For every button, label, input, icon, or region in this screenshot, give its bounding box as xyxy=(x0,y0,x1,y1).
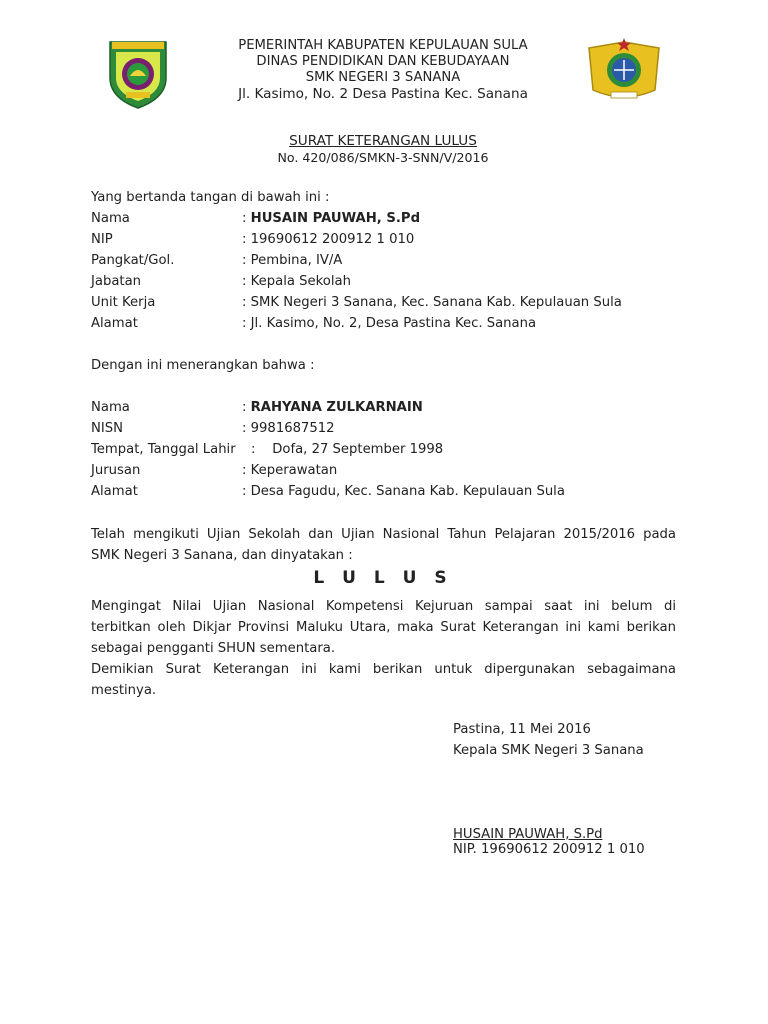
signature-position: Kepala SMK Negeri 3 Sanana xyxy=(453,743,644,758)
signature-place-date: Pastina, 11 Mei 2016 xyxy=(453,722,591,737)
student-major-value: Keperawatan xyxy=(250,463,338,478)
note-paragraph-line-3: sebagai pengganti SHUN sementara. xyxy=(91,641,336,656)
signer-nip-value: 19690612 200912 1 010 xyxy=(250,232,415,247)
student-nisn-value: 9981687512 xyxy=(250,421,335,436)
separator: : xyxy=(242,316,247,331)
separator: : xyxy=(242,211,247,226)
signer-rank-label: Pangkat/Gol. xyxy=(91,253,175,268)
closing-paragraph-line-2: mestinya. xyxy=(91,683,157,698)
header-line-4: Jl. Kasimo, No. 2 Desa Pastina Kec. Sanana xyxy=(238,86,528,102)
student-nisn-row xyxy=(242,421,335,436)
signer-rank-value: Pembina, IV/A xyxy=(250,253,343,268)
exam-paragraph xyxy=(91,524,676,566)
signer-unit-label: Unit Kerja xyxy=(91,295,156,310)
student-major-row xyxy=(242,463,337,478)
student-birth-value: Dofa, 27 September 1998 xyxy=(272,442,444,457)
exam-paragraph-line-1: Telah mengikuti Ujian Sekolah dan Ujian Nasional Tahun Pelajaran 2015/2016 pada xyxy=(91,527,676,542)
student-address-row xyxy=(242,484,565,499)
statement-text: Dengan ini menerangkan bahwa : xyxy=(91,358,315,373)
header-line-1: PEMERINTAH KABUPATEN KEPULAUAN SULA xyxy=(238,38,528,53)
exam-paragraph-line-2: SMK Negeri 3 Sanana, dan dinyatakan : xyxy=(91,548,353,563)
signer-nip-label: NIP xyxy=(91,232,113,247)
separator: : xyxy=(242,232,247,247)
separator: : xyxy=(242,274,247,289)
signature-nip: NIP. 19690612 200912 1 010 xyxy=(453,842,645,857)
header-line-3: SMK NEGERI 3 SANANA xyxy=(305,70,461,85)
signer-unit-row xyxy=(242,295,622,310)
student-nisn-label: NISN xyxy=(91,421,123,436)
signer-name-row xyxy=(242,211,420,226)
signer-unit-value: SMK Negeri 3 Sanana, Kec. Sanana Kab. Kepulauan Sula xyxy=(250,295,622,310)
signer-name-value: HUSAIN PAUWAH, S.Pd xyxy=(250,211,421,226)
separator: : xyxy=(242,421,247,436)
separator: : xyxy=(242,295,247,310)
signer-position-label: Jabatan xyxy=(91,274,142,289)
note-paragraph-line-1: Mengingat Nilai Ujian Nasional Kompetensi Kejuruan sampai saat ini belum di xyxy=(91,599,676,614)
note-paragraph-line-2: terbitkan oleh Dikjar Provinsi Maluku Utara, maka Surat Keterangan ini kami berikan xyxy=(91,620,676,635)
student-birth-label: Tempat, Tanggal Lahir xyxy=(91,442,236,457)
signature-name: HUSAIN PAUWAH, S.Pd xyxy=(453,827,603,842)
separator: : xyxy=(242,400,247,415)
signer-rank-row xyxy=(242,253,342,268)
student-major-label: Jurusan xyxy=(91,463,141,478)
student-name-label: Nama xyxy=(91,400,130,415)
student-address-label: Alamat xyxy=(91,484,138,499)
signer-address-row xyxy=(242,316,536,331)
note-paragraph xyxy=(91,596,676,659)
letter-number: No. 420/086/SMKN-3-SNN/V/2016 xyxy=(277,150,489,165)
separator: : xyxy=(242,463,247,478)
signer-nip-row xyxy=(242,232,414,247)
signer-address-label: Alamat xyxy=(91,316,138,331)
student-address-value: Desa Fagudu, Kec. Sanana Kab. Kepulauan Sula xyxy=(250,484,565,499)
closing-paragraph xyxy=(91,659,676,701)
intro-text: Yang bertanda tangan di bawah ini : xyxy=(91,190,330,205)
signer-position-row xyxy=(242,274,351,289)
student-birth-row xyxy=(251,442,443,457)
separator: : xyxy=(242,253,247,268)
signer-position-value: Kepala Sekolah xyxy=(250,274,351,289)
header-line-2: DINAS PENDIDIKAN DAN KEBUDAYAAN xyxy=(256,54,510,69)
signer-name-label: Nama xyxy=(91,211,130,226)
signer-address-value: Jl. Kasimo, No. 2, Desa Pastina Kec. Sanana xyxy=(250,316,537,331)
separator: : xyxy=(251,442,256,457)
student-name-value: RAHYANA ZULKARNAIN xyxy=(250,400,423,415)
letter-title: SURAT KETERANGAN LULUS xyxy=(289,133,477,149)
student-name-row xyxy=(242,400,423,415)
result-lulus: L U L U S xyxy=(313,568,453,588)
separator: : xyxy=(242,484,247,499)
closing-paragraph-line-1: Demikian Surat Keterangan ini kami berikan untuk dipergunakan sebagaimana xyxy=(91,662,676,677)
